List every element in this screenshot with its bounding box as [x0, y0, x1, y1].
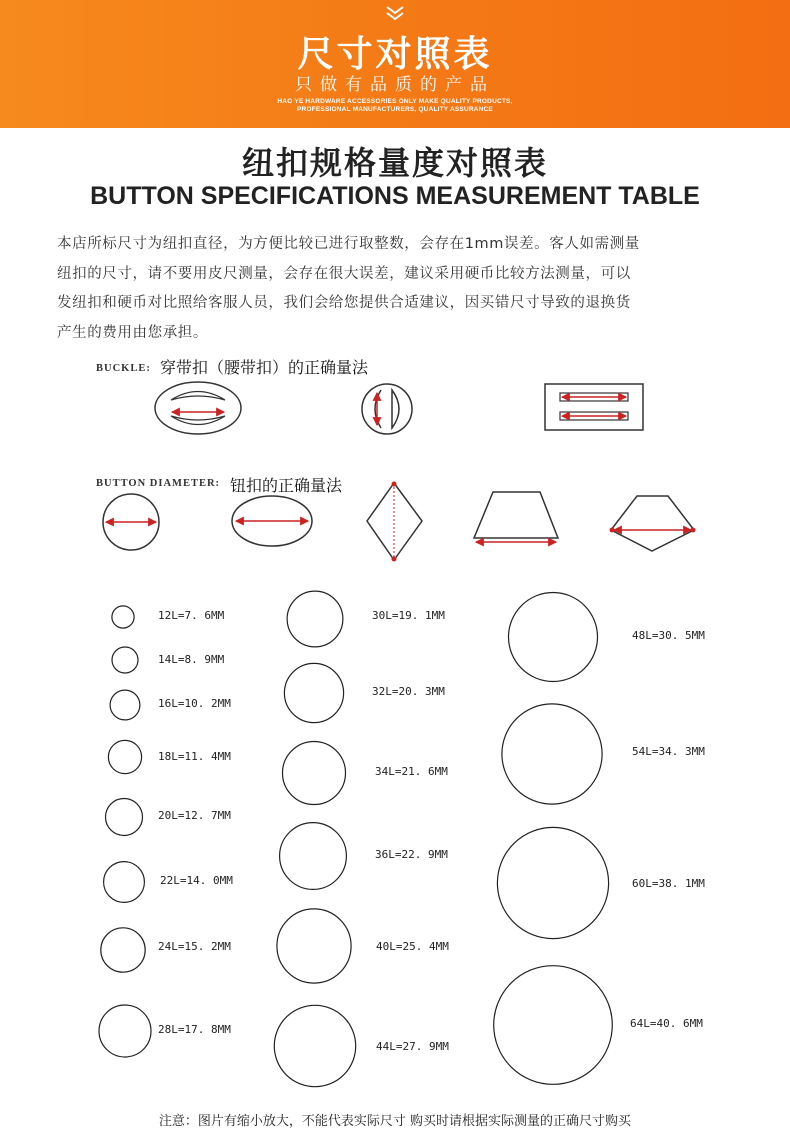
intro-line: 产生的费用由您承担。	[57, 324, 208, 341]
size-label: 30L=19. 1MM	[372, 609, 445, 622]
size-circle-16L	[110, 690, 140, 720]
size-label: 64L=40. 6MM	[630, 1017, 703, 1030]
page-title-english: BUTTON SPECIFICATIONS MEASUREMENT TABLE	[90, 182, 700, 210]
size-circle-22L	[104, 862, 145, 903]
size-circle-64L	[494, 966, 613, 1085]
size-circle-28L	[99, 1005, 151, 1057]
round-buckle-diagram	[362, 384, 412, 434]
size-label: 60L=38. 1MM	[632, 877, 705, 890]
banner-english-line2: PROFESSIONAL MANUFACTURERS, QUALITY ASSURANCE	[297, 106, 493, 113]
diamond-measure-diagram	[367, 482, 422, 562]
oval-buckle-diagram	[155, 382, 241, 434]
button-diameter-label: BUTTON DIAMETER:	[96, 478, 221, 489]
size-circle-18L	[108, 740, 141, 773]
size-circle-48L	[509, 593, 598, 682]
size-circle-60L	[497, 827, 608, 938]
button-diameter-heading: 钮扣的正确量法	[230, 476, 343, 495]
size-label: 24L=15. 2MM	[158, 940, 231, 953]
size-circle-24L	[101, 928, 145, 972]
page-title: 纽扣规格量度对照表	[241, 144, 548, 182]
size-label: 20L=12. 7MM	[158, 809, 231, 822]
ellipse-measure-diagram	[232, 496, 312, 546]
size-label: 12L=7. 6MM	[158, 609, 225, 622]
size-circle-32L	[284, 663, 343, 722]
intro-line: 本店所标尺寸为纽扣直径，为方便比较已进行取整数，会存在1mm误差。客人如需测量	[57, 236, 640, 252]
size-circle-30L	[287, 591, 343, 647]
size-label: 14L=8. 9MM	[158, 653, 225, 666]
size-circle-14L	[112, 647, 138, 673]
circle-measure-diagram	[103, 494, 159, 550]
size-label: 40L=25. 4MM	[376, 940, 449, 953]
rect-buckle-diagram	[545, 384, 643, 430]
size-circle-12L	[112, 606, 134, 628]
banner-title: 尺寸对照表	[297, 34, 493, 75]
banner-subtitle: 只做有品质的产品	[295, 75, 495, 95]
banner-english-line1: HAO YE HARDWARE ACCESSORIES ONLY MAKE QUALITY PRODUCTS,	[277, 98, 513, 105]
size-label: 32L=20. 3MM	[372, 685, 445, 698]
buckle-label: BUCKLE:	[96, 363, 151, 374]
size-circle-34L	[283, 742, 346, 805]
size-label: 22L=14. 0MM	[160, 874, 233, 887]
trapezoid-measure-diagram	[474, 492, 558, 542]
size-label: 44L=27. 9MM	[376, 1040, 449, 1053]
buckle-heading: 穿带扣（腰带扣）的正确量法	[160, 358, 369, 377]
size-circle-44L	[274, 1005, 355, 1086]
intro-line: 发纽扣和硬币对比照给客服人员，我们会给您提供合适建议，因买错尺寸导致的退换货	[57, 295, 631, 311]
size-circle-40L	[277, 909, 351, 983]
size-label: 18L=11. 4MM	[158, 750, 231, 763]
size-label: 48L=30. 5MM	[632, 629, 705, 642]
size-label: 28L=17. 8MM	[158, 1023, 231, 1036]
size-label: 34L=21. 6MM	[375, 765, 448, 778]
size-label: 36L=22. 9MM	[375, 848, 448, 861]
size-circle-20L	[106, 799, 143, 836]
footer-note: 注意：图片有缩小放大，不能代表实际尺寸 购买时请根据实际测量的正确尺寸购买	[158, 1114, 632, 1129]
size-circle-54L	[502, 704, 602, 804]
hexagon-measure-diagram	[610, 496, 696, 551]
intro-line: 纽扣的尺寸，请不要用皮尺测量，会存在很大误差，建议采用硬币比较方法测量，可以	[57, 265, 631, 282]
size-label: 54L=34. 3MM	[632, 745, 705, 758]
size-label: 16L=10. 2MM	[158, 697, 231, 710]
size-circle-36L	[280, 823, 347, 890]
